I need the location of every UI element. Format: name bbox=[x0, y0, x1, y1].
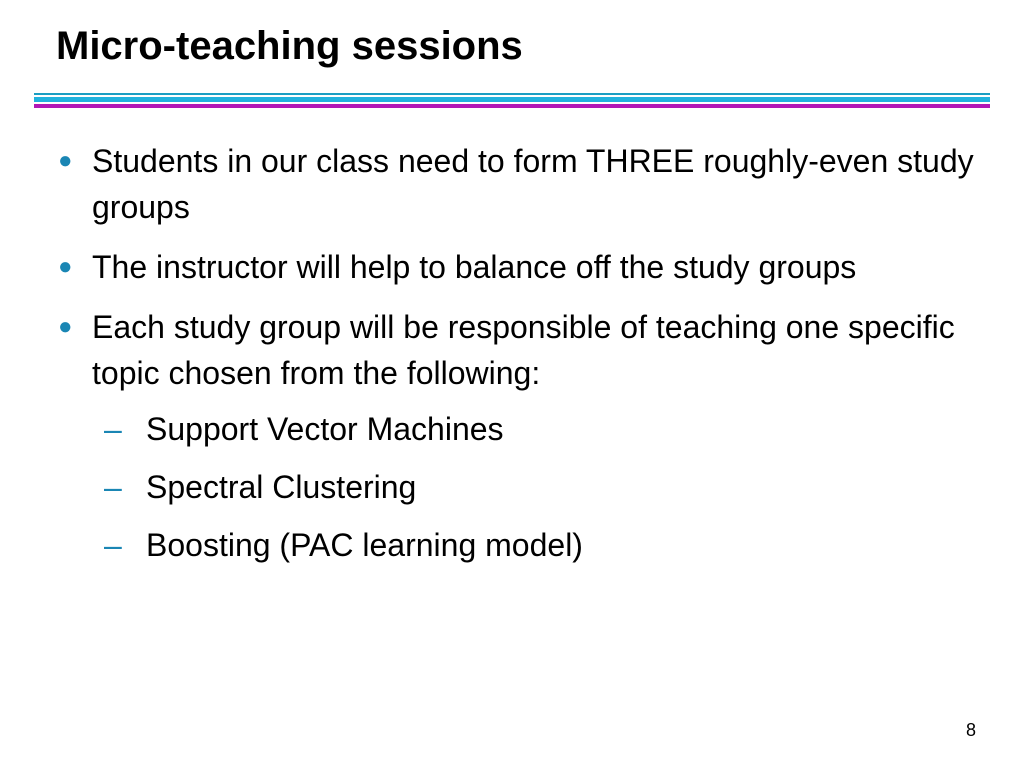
sub-bullet-text: Spectral Clustering bbox=[146, 469, 417, 505]
sub-bullet-item bbox=[104, 406, 976, 452]
bullet-text: Students in our class need to form THREE roughly-even study groups bbox=[92, 143, 974, 225]
dash-icon: – bbox=[104, 411, 122, 447]
bullet-text: Each study group will be responsible of teaching one specific topic chosen from the following: bbox=[92, 309, 955, 391]
bullet-dot-icon: ● bbox=[58, 147, 73, 174]
bullet-text: The instructor will help to balance off the study groups bbox=[92, 249, 857, 285]
title-rule-top bbox=[34, 93, 990, 95]
bullet-dot-icon: ● bbox=[58, 313, 73, 340]
bullet-item bbox=[56, 138, 976, 230]
dash-icon: – bbox=[104, 469, 122, 505]
sub-bullet-text: Support Vector Machines bbox=[146, 411, 504, 447]
title-rule-bottom bbox=[34, 104, 990, 108]
sub-bullet-list bbox=[56, 406, 976, 568]
dash-icon: – bbox=[104, 527, 122, 563]
sub-bullet-item bbox=[104, 522, 976, 568]
title-rule-middle bbox=[34, 97, 990, 102]
bullet-list bbox=[56, 138, 976, 580]
bullet-dot-icon: ● bbox=[58, 253, 73, 280]
bullet-item bbox=[56, 244, 976, 290]
bullet-item bbox=[56, 304, 976, 396]
slide-title: Micro-teaching sessions bbox=[56, 24, 523, 68]
slide-number: 8 bbox=[965, 720, 976, 740]
sub-bullet-item bbox=[104, 464, 976, 510]
sub-bullet-text: Boosting (PAC learning model) bbox=[146, 527, 583, 563]
